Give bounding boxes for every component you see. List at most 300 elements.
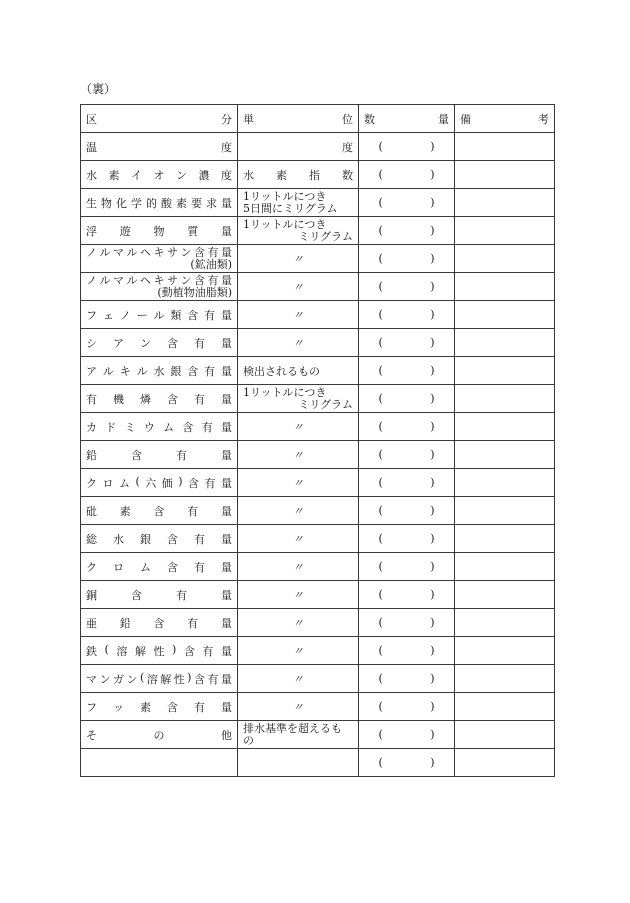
paren-open: ( [378, 420, 383, 433]
char: 六 [145, 476, 157, 490]
category-text [86, 531, 232, 547]
paren-open: ( [378, 532, 383, 545]
char: 含 [167, 560, 178, 574]
char: ( [104, 642, 109, 656]
char: マ [113, 245, 124, 259]
category-cell [81, 301, 238, 329]
char: ア [113, 336, 124, 350]
remarks-cell[interactable] [455, 609, 555, 637]
category-cell [81, 637, 238, 665]
char: ム [140, 560, 151, 574]
char: 価 [161, 476, 173, 490]
char: 含 [182, 420, 194, 434]
paren-close: ) [430, 252, 435, 265]
category-cell [81, 581, 238, 609]
quantity-cell[interactable] [359, 665, 455, 693]
char: ル [99, 245, 111, 259]
category-text [86, 419, 232, 435]
unit-cell [238, 217, 359, 245]
char: 単 [243, 112, 254, 126]
remarks-cell[interactable] [455, 581, 555, 609]
char: 含 [167, 336, 178, 350]
remarks-cell[interactable] [455, 357, 555, 385]
paren-open: ( [378, 336, 383, 349]
paren-open: ( [378, 364, 383, 377]
paren-close: ) [430, 364, 435, 377]
paren-open: ( [378, 224, 383, 237]
remarks-cell[interactable] [455, 273, 555, 301]
remarks-cell[interactable] [455, 161, 555, 189]
quantity-cell[interactable] [359, 357, 455, 385]
paren-close: ) [430, 336, 435, 349]
remarks-cell[interactable] [455, 721, 555, 749]
char: キ [153, 273, 165, 287]
char: 含 [193, 672, 205, 686]
char: ミ [124, 420, 136, 434]
char: ム [163, 420, 175, 434]
char: 遊 [119, 224, 131, 238]
paren-close: ) [430, 168, 435, 181]
char: ロ [113, 560, 124, 574]
char: フ [86, 700, 97, 714]
char: シ [86, 336, 97, 350]
char: ル [136, 364, 148, 378]
char: ン [126, 672, 138, 686]
category-text [86, 615, 232, 631]
paren-open: ( [378, 504, 383, 517]
remarks-cell[interactable] [455, 525, 555, 553]
quantity-cell[interactable] [359, 133, 455, 161]
char: 性 [173, 672, 185, 686]
unit-cell [238, 189, 359, 217]
paren-close: ) [430, 224, 435, 237]
char: ヘ [140, 245, 151, 259]
char: 有 [207, 245, 219, 259]
remarks-cell[interactable] [455, 413, 555, 441]
quantity-cell[interactable] [359, 749, 455, 777]
char: 量 [221, 588, 232, 602]
char: ア [86, 364, 97, 378]
quantity-cell[interactable] [359, 441, 455, 469]
table-row [81, 637, 555, 665]
remarks-cell[interactable] [455, 441, 555, 469]
char: 素 [108, 168, 120, 182]
char: 銀 [140, 532, 151, 546]
quantity-cell[interactable] [359, 301, 455, 329]
table-row [81, 721, 555, 749]
header-category [81, 105, 238, 133]
char: ン [99, 672, 111, 686]
paren-close: ) [430, 280, 435, 293]
unit-cell: 〃 [238, 665, 359, 693]
table-row [81, 189, 555, 217]
char: ー [136, 308, 148, 322]
char: 有 [187, 504, 199, 518]
char: 区 [86, 112, 97, 126]
quantity-cell[interactable] [359, 217, 455, 245]
char: 量 [221, 532, 232, 546]
paren-close: ) [430, 504, 435, 517]
char: 濃 [198, 168, 210, 182]
char: 有 [194, 532, 205, 546]
table-row [81, 553, 555, 581]
category-text [86, 195, 232, 211]
char: 量 [221, 273, 232, 287]
char: 指 [309, 168, 320, 182]
paren-close: ) [430, 476, 435, 489]
quantity-cell[interactable] [359, 581, 455, 609]
unit-cell: 検出されるもの [238, 357, 359, 385]
char: 素 [119, 504, 131, 518]
char: 度 [221, 168, 232, 182]
char: ( [139, 670, 145, 684]
table-row [81, 413, 555, 441]
effluent-table [80, 104, 555, 777]
remarks-cell[interactable] [455, 469, 555, 497]
char: の [153, 728, 165, 742]
char: 含 [153, 504, 165, 518]
char: 有 [202, 644, 214, 658]
char: 有 [194, 560, 205, 574]
char: 備 [460, 112, 471, 126]
category-line1 [86, 247, 232, 259]
char: 銅 [86, 588, 97, 602]
remarks-cell[interactable] [455, 217, 555, 245]
paren-open: ( [378, 476, 383, 489]
category-cell [81, 413, 238, 441]
unit-cell: 〃 [238, 553, 359, 581]
category-cell [81, 441, 238, 469]
table-row [81, 497, 555, 525]
unit-cell: 〃 [238, 609, 359, 637]
char: 含 [131, 588, 142, 602]
char: サ [167, 245, 178, 259]
char: ウ [143, 420, 155, 434]
char: 量 [221, 448, 232, 462]
quantity-cell[interactable] [359, 497, 455, 525]
unit-cell [238, 721, 359, 749]
category-text [86, 475, 232, 491]
char: 有 [204, 476, 216, 490]
char: 含 [153, 616, 165, 630]
char: 量 [221, 616, 232, 630]
char: 考 [538, 112, 549, 126]
unit-line2: 5日間にミリグラム [243, 201, 338, 215]
char: そ [86, 728, 97, 742]
paren-open: ( [378, 616, 383, 629]
unit-cell: 〃 [238, 497, 359, 525]
page-label: （裏） [80, 82, 117, 96]
unit-line2: の [243, 733, 254, 747]
char: 有 [201, 420, 213, 434]
paren-close: ) [430, 728, 435, 741]
unit-cell: 〃 [238, 413, 359, 441]
quantity-cell[interactable] [359, 329, 455, 357]
paren-close: ) [430, 700, 435, 713]
char: オ [153, 168, 165, 182]
quantity-cell[interactable] [359, 385, 455, 413]
unit-cell: 〃 [238, 525, 359, 553]
table-row [81, 161, 555, 189]
quantity-cell[interactable] [359, 721, 455, 749]
category-text [86, 139, 232, 155]
char: 数 [342, 168, 353, 182]
char: 水 [86, 168, 97, 182]
remarks-cell[interactable] [455, 665, 555, 693]
remarks-cell[interactable] [455, 245, 555, 273]
char: 量 [221, 196, 232, 210]
table-header-row [81, 105, 555, 133]
quantity-cell[interactable] [359, 609, 455, 637]
remarks-cell[interactable] [455, 189, 555, 217]
table-row [81, 525, 555, 553]
char: ノ [86, 273, 97, 287]
paren-close: ) [430, 532, 435, 545]
char: イ [131, 168, 142, 182]
quantity-cell[interactable] [359, 413, 455, 441]
char: 性 [153, 644, 165, 658]
char: ノ [119, 308, 131, 322]
char: 度 [221, 140, 232, 154]
unit-cell: 〃 [238, 273, 359, 301]
table-body [81, 133, 555, 777]
table-row [81, 581, 555, 609]
unit-cell: 〃 [238, 301, 359, 329]
paren-open: ( [378, 280, 383, 293]
quantity-cell[interactable] [359, 525, 455, 553]
header-remarks-text [460, 111, 549, 127]
category-cell [81, 245, 238, 273]
table-row [81, 609, 555, 637]
category-text [86, 727, 232, 743]
char: 含 [183, 644, 195, 658]
char: 鉛 [86, 448, 97, 462]
char: 含 [187, 476, 199, 490]
table-row [81, 245, 555, 273]
category-line2: (鉱油類) [190, 257, 232, 271]
unit-cell: 〃 [238, 329, 359, 357]
quantity-cell[interactable] [359, 245, 455, 273]
char: 総 [86, 532, 97, 546]
remarks-cell[interactable] [455, 301, 555, 329]
category-text [86, 307, 232, 323]
paren-close: ) [430, 616, 435, 629]
quantity-cell[interactable] [359, 637, 455, 665]
paren-close: ) [430, 392, 435, 405]
char: 有 [187, 616, 199, 630]
paren-open: ( [378, 392, 383, 405]
unit-cell [238, 161, 359, 189]
table-row [81, 273, 555, 301]
char: 量 [221, 504, 232, 518]
table-row [81, 749, 555, 777]
unit-cell: 度 [238, 133, 359, 161]
table-row [81, 665, 555, 693]
category-line2: (動植物油脂類) [157, 285, 232, 299]
table-row [81, 133, 555, 161]
quantity-cell[interactable] [359, 553, 455, 581]
char: ヘ [140, 273, 151, 287]
paren-close: ) [430, 140, 435, 153]
category-text [86, 335, 232, 351]
category-text [86, 559, 232, 575]
char: 解 [160, 672, 172, 686]
header-category-text [86, 111, 232, 127]
header-quantity-text [364, 111, 449, 127]
category-cell [81, 161, 238, 189]
char: 素 [176, 196, 187, 210]
quantity-cell[interactable] [359, 693, 455, 721]
table-row [81, 329, 555, 357]
category-cell [81, 693, 238, 721]
remarks-cell[interactable] [455, 133, 555, 161]
remarks-cell[interactable] [455, 637, 555, 665]
table-row [81, 301, 555, 329]
category-text [86, 167, 232, 183]
char: 化 [116, 196, 127, 210]
unit-cell: 〃 [238, 693, 359, 721]
paren-close: ) [430, 560, 435, 573]
char: 有 [194, 392, 205, 406]
char: 有 [194, 700, 205, 714]
char: ル [102, 364, 114, 378]
char: ェ [102, 308, 114, 322]
char: 量 [221, 245, 232, 259]
char: 素 [140, 700, 151, 714]
category-cell [81, 357, 238, 385]
char: 量 [221, 224, 232, 238]
quantity-cell[interactable] [359, 189, 455, 217]
remarks-cell[interactable] [455, 749, 555, 777]
char: 物 [101, 196, 112, 210]
category-cell [81, 329, 238, 357]
category-cell [81, 497, 238, 525]
char: 溶 [116, 644, 128, 658]
paren-open: ( [378, 560, 383, 573]
char: ッ [113, 700, 124, 714]
char: マ [113, 273, 124, 287]
char: 要 [191, 196, 202, 210]
char: ) [187, 670, 192, 684]
category-text [86, 699, 232, 715]
unit-cell: 〃 [238, 581, 359, 609]
char: 的 [146, 196, 157, 210]
char: 有 [176, 448, 187, 462]
char: 量 [220, 420, 232, 434]
category-line1 [86, 275, 232, 287]
category-cell [81, 273, 238, 301]
category-cell [81, 721, 238, 749]
category-text [86, 363, 232, 379]
paren-open: ( [378, 756, 383, 769]
char: 有 [86, 392, 97, 406]
char: ロ [102, 476, 114, 490]
char: 有 [194, 336, 205, 350]
paren-open: ( [378, 700, 383, 713]
category-text [86, 671, 232, 687]
category-cell [81, 665, 238, 693]
char: 他 [221, 728, 232, 742]
char: 機 [113, 392, 124, 406]
unit-cell: 〃 [238, 469, 359, 497]
char: 量 [438, 112, 449, 126]
paren-open: ( [378, 448, 383, 461]
paren-close: ) [430, 420, 435, 433]
char: 含 [187, 308, 199, 322]
char: 含 [187, 364, 199, 378]
char: 有 [207, 672, 219, 686]
paren-open: ( [378, 728, 383, 741]
category-cell [81, 189, 238, 217]
quantity-cell[interactable] [359, 469, 455, 497]
paren-open: ( [378, 644, 383, 657]
char: 物 [153, 224, 165, 238]
table-row [81, 217, 555, 245]
category-text [86, 643, 232, 659]
unit-line2: ミリグラム [298, 397, 353, 411]
remarks-cell[interactable] [455, 693, 555, 721]
char: 水 [243, 168, 254, 182]
category-text [86, 503, 232, 519]
unit-cell: 〃 [238, 441, 359, 469]
char: 類 [170, 308, 182, 322]
unit-line1: 1リットルにつき [243, 385, 327, 399]
category-cell [81, 385, 238, 413]
quantity-cell[interactable] [359, 273, 455, 301]
char: 量 [221, 700, 232, 714]
char: 含 [167, 700, 178, 714]
char: 酸 [161, 196, 172, 210]
char: ン [176, 168, 187, 182]
category-cell [81, 217, 238, 245]
table-row [81, 385, 555, 413]
remarks-cell[interactable] [455, 497, 555, 525]
char: ) [178, 474, 183, 488]
char: 銀 [170, 364, 182, 378]
char: 数 [364, 112, 375, 126]
header-unit [238, 105, 359, 133]
remarks-cell[interactable] [455, 329, 555, 357]
table-row [81, 469, 555, 497]
remarks-cell[interactable] [455, 385, 555, 413]
paren-open: ( [378, 140, 383, 153]
char: ン [180, 273, 192, 287]
char: 素 [276, 168, 287, 182]
char: 有 [204, 364, 216, 378]
char: 量 [220, 672, 232, 686]
char: 学 [131, 196, 142, 210]
char: 浮 [86, 224, 97, 238]
category-cell [81, 133, 238, 161]
char: 燐 [140, 392, 151, 406]
category-cell [81, 553, 238, 581]
paren-open: ( [378, 672, 383, 685]
char: 鉛 [119, 616, 131, 630]
char: キ [153, 245, 165, 259]
char: フ [86, 308, 97, 322]
char: ン [140, 336, 151, 350]
char: ル [126, 245, 138, 259]
paren-open: ( [378, 196, 383, 209]
paren-close: ) [430, 308, 435, 321]
char: 量 [221, 308, 232, 322]
char: 質 [187, 224, 199, 238]
unit-text [243, 167, 353, 183]
remarks-cell[interactable] [455, 553, 555, 581]
quantity-cell[interactable] [359, 161, 455, 189]
char: 水 [153, 364, 165, 378]
char: 亜 [86, 616, 97, 630]
